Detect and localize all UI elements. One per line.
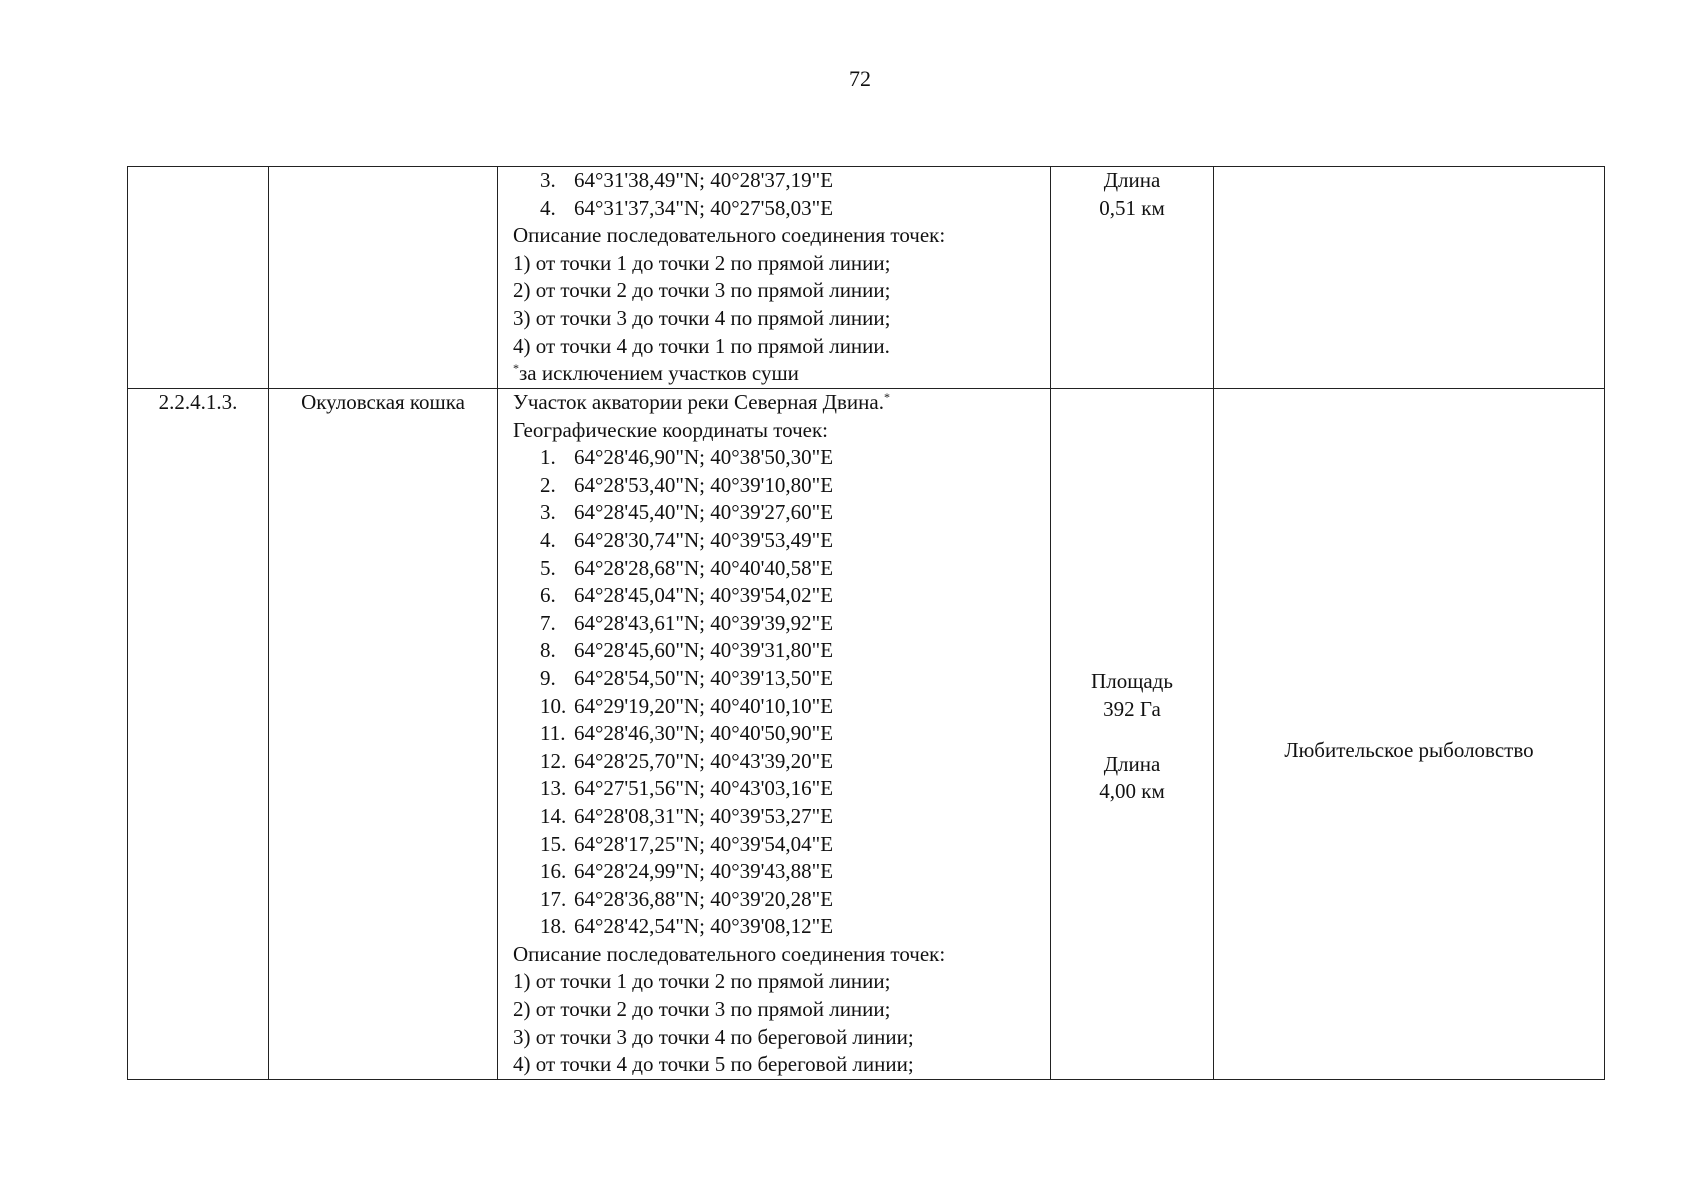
connection-item: 1) от точки 1 до точки 2 по прямой линии; (513, 969, 891, 994)
point-number: 10. (540, 693, 567, 718)
point-coordinates: 64°28'24,99"N; 40°39'43,88"E (574, 859, 834, 884)
coordinate-point (513, 831, 1050, 859)
coordinate-point (513, 665, 1050, 693)
point-coordinates: 64°28'43,61"N; 40°39'39,92"E (574, 610, 834, 635)
point-number: 18. (540, 914, 567, 939)
length-label: Длина (1103, 751, 1161, 776)
connection-item: 3) от точки 3 до точки 4 по прямой линии; (513, 305, 891, 330)
point-number: 7. (540, 610, 556, 635)
row-measure-cell (1051, 389, 1214, 1080)
point-coordinates: 64°28'25,70"N; 40°43'39,20"E (574, 748, 834, 773)
coordinate-point (513, 444, 1050, 472)
coordinate-point (513, 913, 1050, 941)
coordinate-point (513, 610, 1050, 638)
connection-item: 4) от точки 4 до точки 1 по прямой линии. (513, 333, 890, 358)
coordinate-point (513, 527, 1050, 555)
point-number: 15. (540, 831, 567, 856)
coordinate-point: 4. 64°31'37,34"N; 40°27'58,03"E (540, 195, 834, 220)
length-value: 0,51 км (1099, 195, 1165, 220)
table-row (128, 167, 1605, 389)
point-number: 11. (540, 721, 566, 746)
coordinate-point (513, 748, 1050, 776)
row-use-cell (1214, 167, 1605, 389)
coordinates-title: Географические координаты точек: (513, 417, 828, 442)
row-use-cell (1214, 389, 1605, 1080)
point-number: 4. (540, 527, 556, 552)
point-number: 3. (540, 500, 556, 525)
point-coordinates: 64°28'46,90"N; 40°38'50,30"E (574, 445, 834, 470)
row-number-cell (128, 167, 269, 389)
row-measure-cell (1051, 167, 1214, 389)
coordinate-point (513, 803, 1050, 831)
connection-item: 4) от точки 4 до точки 5 по береговой линии; (513, 1052, 914, 1077)
coordinate-point (513, 637, 1050, 665)
footnote: *за исключением участков суши (513, 361, 799, 386)
area-intro: Участок акватории реки Северная Двина.* (513, 390, 890, 414)
row-description-cell (498, 167, 1051, 389)
table-row (128, 389, 1605, 1080)
point-coordinates: 64°29'19,20"N; 40°40'10,10"E (574, 693, 834, 718)
point-number: 5. (540, 555, 556, 580)
coordinate-point: 3. 64°31'38,49"N; 40°28'37,19"E (540, 168, 834, 192)
connection-item: 2) от точки 2 до точки 3 по прямой линии; (513, 278, 891, 303)
coordinate-point (513, 693, 1050, 721)
connection-item: 1) от точки 1 до точки 2 по прямой линии; (513, 250, 891, 275)
coordinate-point (513, 472, 1050, 500)
point-coordinates: 64°28'45,60"N; 40°39'31,80"E (574, 638, 834, 663)
row-description-cell (498, 389, 1051, 1080)
row-number-cell: 2.2.4.1.3. (128, 389, 269, 1080)
point-number: 9. (540, 665, 556, 690)
coordinate-point (513, 499, 1050, 527)
point-coordinates: 64°28'17,25"N; 40°39'54,04"E (574, 831, 834, 856)
point-number: 1. (540, 445, 556, 470)
coordinate-point (513, 886, 1050, 914)
point-coordinates: 64°28'08,31"N; 40°39'53,27"E (574, 803, 834, 828)
length-value: 4,00 км (1099, 779, 1165, 804)
point-coordinates: 64°28'36,88"N; 40°39'20,28"E (574, 886, 834, 911)
connection-title: Описание последовательного соединения точек: (513, 941, 946, 966)
point-coordinates: 64°28'45,40"N; 40°39'27,60"E (574, 500, 834, 525)
point-number: 16. (540, 859, 567, 884)
coordinate-point (513, 582, 1050, 610)
coordinate-point (513, 775, 1050, 803)
use-type: Любительское рыболовство (1284, 738, 1534, 762)
connection-item: 3) от точки 3 до точки 4 по береговой линии; (513, 1024, 914, 1049)
connection-item: 2) от точки 2 до точки 3 по прямой линии; (513, 997, 891, 1022)
area-value: 392 Га (1103, 696, 1161, 721)
point-coordinates: 64°28'53,40"N; 40°39'10,80"E (574, 472, 834, 497)
length-label: Длина (1103, 168, 1161, 192)
row-name-cell (269, 167, 498, 389)
point-number: 13. (540, 776, 567, 801)
coordinate-points-list (513, 444, 1050, 941)
point-coordinates: 64°28'46,30"N; 40°40'50,90"E (574, 721, 834, 746)
point-coordinates: 64°28'54,50"N; 40°39'13,50"E (574, 665, 834, 690)
point-number: 12. (540, 748, 567, 773)
point-coordinates: 64°28'42,54"N; 40°39'08,12"E (574, 914, 834, 939)
point-number: 14. (540, 803, 567, 828)
point-number: 8. (540, 638, 556, 663)
page-number: 72 (849, 66, 871, 91)
point-number: 6. (540, 583, 556, 608)
point-coordinates: 64°28'28,68"N; 40°40'40,58"E (574, 555, 834, 580)
point-coordinates: 64°27'51,56"N; 40°43'03,16"E (574, 776, 834, 801)
point-coordinates: 64°28'45,04"N; 40°39'54,02"E (574, 583, 834, 608)
point-number: 17. (540, 886, 567, 911)
point-coordinates: 64°28'30,74"N; 40°39'53,49"E (574, 527, 834, 552)
coordinate-point (513, 720, 1050, 748)
row-name-cell: Окуловская кошка (269, 389, 498, 1080)
point-number: 2. (540, 472, 556, 497)
coordinate-point (513, 555, 1050, 583)
connection-title: Описание последовательного соединения точек: (513, 223, 946, 248)
area-label: Площадь (1091, 669, 1173, 693)
coordinate-point (513, 858, 1050, 886)
zones-table (127, 166, 1605, 1080)
